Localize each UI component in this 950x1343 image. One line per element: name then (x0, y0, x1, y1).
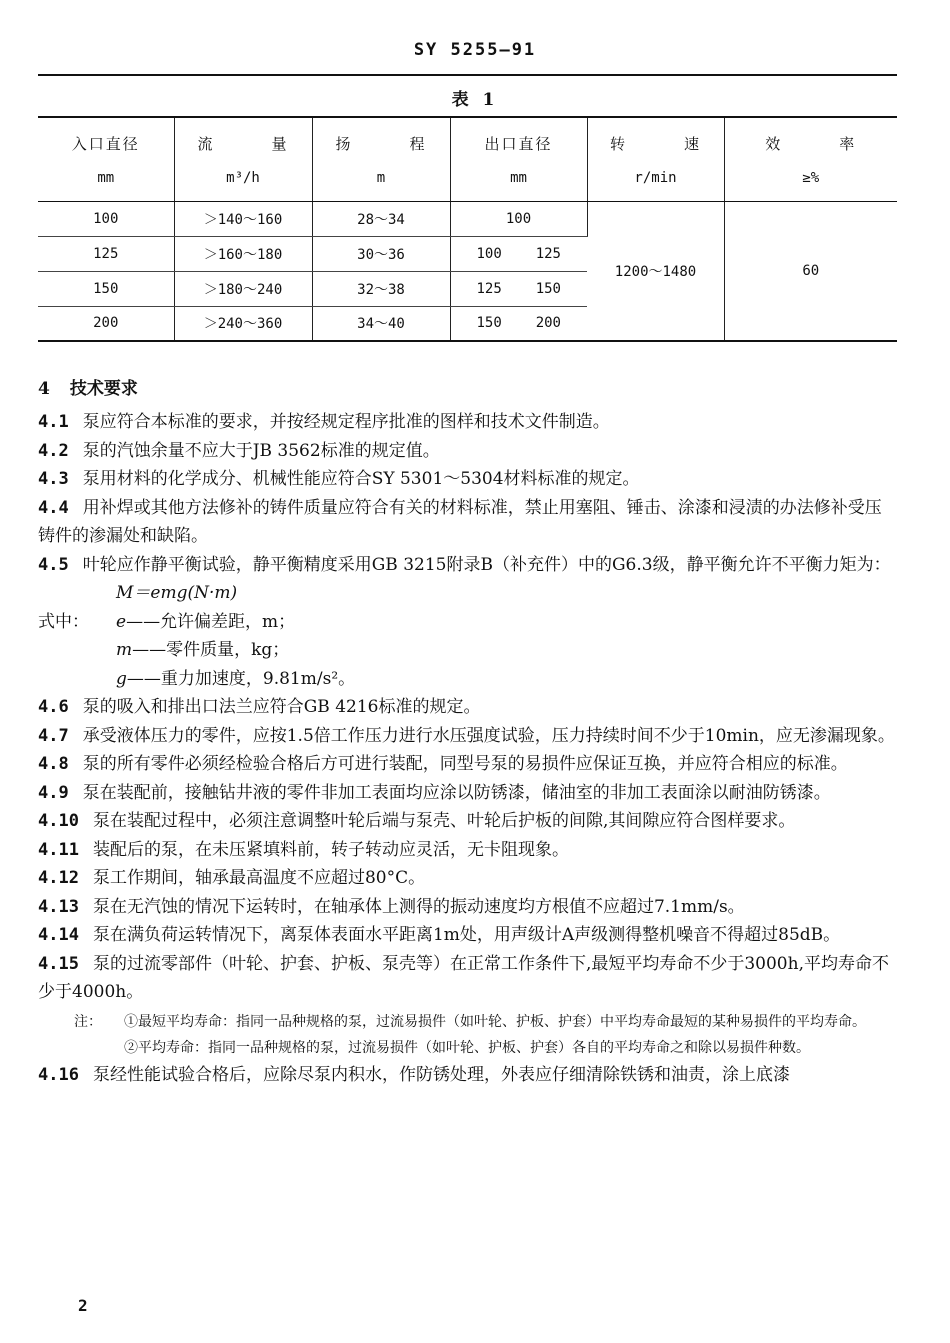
table-caption: 表 1 (451, 90, 499, 110)
col-header-outlet: 出口直径 mm (450, 117, 587, 201)
cell-outlet: 100 125 (450, 236, 587, 271)
formula-var: g——重力加速度，9.81m/s²。 (116, 668, 356, 689)
col-header-head: 扬 程 m (312, 117, 450, 201)
clause: 4.4 用补焊或其他方法修补的铸件质量应符合有关的材料标准，禁止用塞阻、锤击、涂漆和浸渍的办法修补受压铸件的渗漏处和缺陷。 (38, 497, 882, 546)
cell-outlet: 150 200 (450, 306, 587, 341)
cell-inlet: 150 (38, 271, 174, 306)
note: 注： ①最短平均寿命：指同一品种规格的泵，过流易损件（如叶轮、护板、护套）中平均寿命最短的某种易损件的平均寿命。 ②平均寿命：指同一品种规格的泵，过流易损件（如叶轮、护板、护套）各自的平均寿命之和除以易损件种数。 (74, 1013, 866, 1056)
header-rule (38, 74, 897, 76)
clause: 4.7 承受液体压力的零件，应按1.5倍工作压力进行水压强度试验，压力持续时间不少于10min，应无渗漏现象。 (38, 725, 895, 746)
cell-inlet: 200 (38, 306, 174, 341)
clause: 4.6 泵的吸入和排出口法兰应符合GB 4216标准的规定。 (38, 697, 481, 717)
section-body (38, 408, 898, 1089)
clause: 4.3 泵用材料的化学成分、机械性能应符合SY 5301～5304材料标准的规定。 (38, 469, 640, 489)
cell-flow: ＞180～240 (174, 271, 312, 306)
clause: 4.13 泵在无汽蚀的情况下运转时，在轴承体上测得的振动速度均方根值不应超过7.1mm/s。 (38, 896, 745, 917)
cell-head: 34～40 (312, 306, 450, 341)
spec-table (38, 116, 897, 342)
clause: 4.1 泵应符合本标准的要求，并按经规定程序批准的图样和技术文件制造。 (38, 412, 610, 432)
cell-head: 32～38 (312, 271, 450, 306)
col-header-flow: 流 量 m³/h (174, 117, 312, 201)
cell-inlet: 125 (38, 236, 174, 271)
cell-speed: 1200～1480 (587, 201, 724, 341)
clause: 4.15 泵的过流零部件（叶轮、护套、护板、泵壳等）在正常工作条件下,最短平均寿命不少于3000h,平均寿命不少于4000h。 (38, 953, 889, 1002)
cell-flow: ＞140～160 (174, 201, 312, 236)
table-row (38, 201, 897, 236)
formula-var: m——零件质量，kg； (116, 640, 290, 660)
cell-flow: ＞160～180 (174, 236, 312, 271)
clause: 4.9 泵在装配前，接触钻井液的零件非加工表面均应涂以防锈漆，储油室的非加工表面涂以耐油防锈漆。 (38, 782, 831, 803)
clause: 4.12 泵工作期间，轴承最高温度不应超过80°C。 (38, 868, 426, 888)
clause: 4.14 泵在满负荷运转情况下，离泵体表面水平距离1m处，用声级计A声级测得整机噪音不得超过85dB。 (38, 925, 841, 945)
cell-head: 30～36 (312, 236, 450, 271)
cell-outlet: 125 150 (450, 271, 587, 306)
clause: 4.2 泵的汽蚀余量不应大于JB 3562标准的规定值。 (38, 440, 440, 461)
table-header-row (38, 117, 897, 201)
cell-head: 28～34 (312, 201, 450, 236)
formula: M＝emg(N·m) (116, 583, 238, 603)
cell-inlet: 100 (38, 201, 174, 236)
formula-where: 式中： e——允许偏差距，m； (38, 611, 296, 632)
page-number: 2 (78, 1296, 88, 1315)
col-header-speed: 转 速 r/min (587, 117, 724, 201)
clause: 4.10 泵在装配过程中，必须注意调整叶轮后端与泵壳、叶轮后护板的间隙,其间隙应符合图样要求。 (38, 811, 796, 831)
clause: 4.5 叶轮应作静平衡试验，静平衡精度采用GB 3215附录B（补充件）中的G6.3级，静平衡允许不平衡力矩为： (38, 554, 891, 575)
clause: 4.8 泵的所有零件必须经检验合格后方可进行装配，同型号泵的易损件应保证互换，并应符合相应的标准。 (38, 754, 848, 774)
clause: 4.11 装配后的泵，在未压紧填料前，转子转动应灵活，无卡阻现象。 (38, 839, 569, 860)
col-header-inlet: 入口直径 mm (38, 117, 174, 201)
col-header-efficiency: 效 率 ≥% (724, 117, 897, 201)
cell-efficiency: 60 (724, 201, 897, 341)
section-heading: 4 技术要求 (38, 379, 138, 399)
cell-flow: ＞240～360 (174, 306, 312, 341)
clause: 4.16 泵经性能试验合格后，应除尽泵内积水，作防锈处理，外表应仔细清除铁锈和油责，涂上底漆 (38, 1064, 790, 1085)
cell-outlet: 100 (450, 201, 587, 236)
standard-code: SY 5255—91 (413, 40, 537, 60)
